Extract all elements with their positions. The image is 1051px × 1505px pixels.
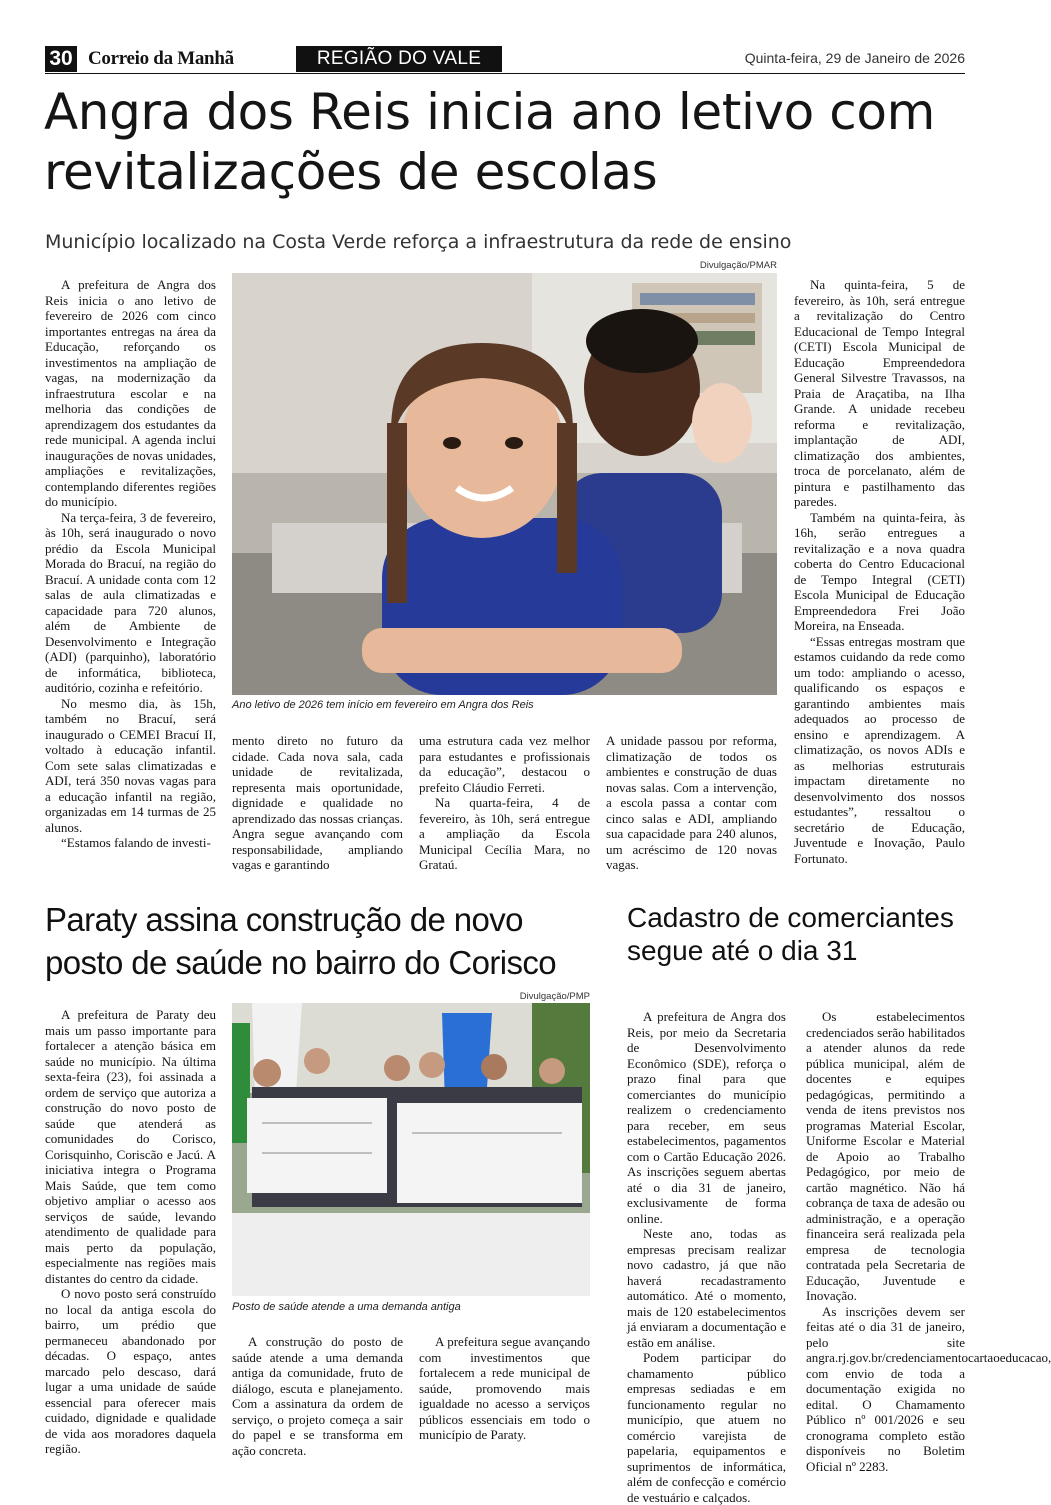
main-subhead: Município localizado na Costa Verde reforça a infraestrutura da rede de ensino (45, 231, 792, 253)
paragraph: Neste ano, todas as empresas precisam realizar novo cadastro, já que não haverá recadastramento automático. Até o momento, mais de 120 estabelecimentos já enviaram a documentação e estão em análise. (627, 1226, 786, 1350)
article1-column-3 (419, 733, 590, 873)
group-photo-illustration (232, 1003, 590, 1296)
issue-date: Quinta-feira, 29 de Janeiro de 2026 (744, 50, 965, 66)
photo-credit: Divulgação/PMP (519, 991, 590, 1002)
photo-caption: Posto de saúde atende a uma demanda antiga (232, 1301, 461, 1313)
paragraph: A prefeitura de Angra dos Reis inicia o ano letivo de fevereiro de 2026 com cinco importantes entregas na área da Educação, reforçando os investimentos na ampliação de vagas, na modernização da infraestrutura escolar e na melhoria das condições de aprendizagem dos estudantes da rede municipal. A agenda inclui inaugurações de novas unidades, ampliações e revitalizações, contemplando diferentes regiões do município. (45, 277, 216, 509)
article1-column-2 (232, 733, 403, 873)
paragraph: A prefeitura de Angra dos Reis, por meio da Secretaria de Desenvolvimento Econômico (SDE), reforça o prazo final para que comerciantes do município realizem o credenciamento para receber, em seus estabelecimentos, pagamentos com o Cartão Educação 2026. As inscrições seguem abertas até o dia 31 de janeiro, exclusivamente de forma online. (627, 1009, 786, 1226)
paragraph: O novo posto será construído no local da antiga escola do bairro, um prédio que permaneceu abandonado por décadas. O espaço, antes marcado pelo descaso, dará lugar a uma unidade de saúde essencial para oferecer mais cuidado, dignidade e qualidade de vida aos moradores daquela região. (45, 1286, 216, 1456)
paragraph: uma estrutura cada vez melhor para estudantes e profissionais da educação”, destacou o prefeito Cláudio Ferreti. (419, 733, 590, 795)
header-rule (45, 73, 965, 74)
paragraph: mento direto no futuro da cidade. Cada nova sala, cada unidade de revitalizada, representa mais oportunidade, dignidade e qualidade no aprendizado das nossas crianças. Angra segue avançando com responsabilidade, ampliando vagas e garantindo (232, 733, 403, 872)
paragraph: Na terça-feira, 3 de fevereiro, às 10h, será inaugurado o novo prédio da Escola Municipal Morada do Bracuí, na região do Bracuí. A unidade conta com 12 salas de aula climatizadas e capacidade para 720 alunos, além de Ambiente de Desenvolvimento e Integração (ADI) (parquinho), laboratório de informática, biblioteca, auditório, cozinha e refeitório. (45, 509, 216, 695)
paragraph: Na quinta-feira, 5 de fevereiro, às 10h, será entregue a revitalização do Centro Educacional de Tempo Integral (CETI) Escola Municipal de Educação Empreendedora General Silvestre Travassos, na Praia de Araçatiba, na Ilha Grande. A unidade recebeu reforma e revitalização, implantação de ADI, climatização dos ambientes, troca de porcelanato, além de pintura e pastilhamento das paredes. (794, 277, 965, 509)
paragraph: A prefeitura de Paraty deu mais um passo importante para fortalecer a atenção básica em saúde no município. Na última sexta-feira (23), foi assinada a ordem de serviço que autoriza a construção do novo posto de saúde que atenderá as comunidades do Corisco, Corisquinho, Coriscão e Jacú. A iniciativa integra o Programa Mais Saúde, que tem como objetivo ampliar o acesso aos serviços de saúde, levando atendimento de qualidade para mais perto da população, especialmente nas regiões mais distantes do centro da cidade. (45, 1007, 216, 1286)
article1-column-4 (606, 733, 777, 873)
article3-column-2 (806, 1009, 1051, 1474)
paragraph: A prefeitura segue avançando com investimentos que fortalecem a rede municipal de saúde, promovendo mais igualdade no acesso a serviços públicos essenciais em todo o município de Paraty. (419, 1334, 590, 1442)
main-headline: Angra dos Reis inicia ano letivo com revitalizações de escolas (44, 83, 935, 201)
paragraph: No mesmo dia, às 15h, também no Bracuí, será inaugurado o CEMEI Bracuí II, voltado à educação infantil. Com sete salas climatizadas e ADI, terá 350 novas vagas para a educação infantil na região, organizadas em 14 turmas de 25 alunos. (45, 695, 216, 835)
paragraph: Os estabelecimentos credenciados serão habilitados a atender alunos da rede pública municipal, além de docentes e equipes pedagógicas, permitindo a venda de itens previstos nos programas Material Escolar, Uniforme Escolar e Material de Apoio ao Trabalho Pedagógico, por meio de cartão magnético. Não há cobrança de taxa de adesão ou administração, e a operação financeira será realizada pela empresa de tecnologia contratada pela Secretaria de Educação, Juventude e Inovação. (806, 1009, 965, 1303)
paragraph: “Estamos falando de investi- (61, 835, 211, 850)
article3-column-1 (627, 1009, 786, 1505)
newspaper-name: Correio da Manhã (88, 48, 234, 69)
article2-column-1 (45, 1007, 216, 1457)
classroom-photo (232, 273, 777, 695)
paragraph: As inscrições devem ser feitas até o dia 31 de janeiro, pelo site angra.rj.gov.br/credenciamentocartaoeducacao, com envio de toda a documentação exigida no edital. O Chamamento Público nº 001/2026 e seu cronograma completo estão disponíveis no Boletim Oficial nº 2283. (806, 1303, 1051, 1474)
students-photo-illustration (232, 273, 777, 695)
paragraph: A construção do posto de saúde atende a uma demanda antiga da comunidade, fruto de diálogo, escuta e planejamento. Com a assinatura da ordem de serviço, o projeto começa a sair do papel e se transforma em ação concreta. (232, 1334, 403, 1458)
article1-column-5 (794, 277, 965, 866)
page-number: 30 (45, 46, 77, 72)
photo-credit: Divulgação/PMAR (699, 260, 777, 271)
article1-column-1 (45, 277, 216, 851)
paragraph: “Essas entregas mostram que estamos cuidando da rede como um todo: ampliando o acesso, qualificando os espaços e garantindo ambientes mais adequados ao processo de ensino e aprendizagem. A climatização, os novos ADIs e as melhorias estruturais impactam diretamente no desenvolvimento dos nossos estudantes”, ressaltou o secretário de Educação, Juventude e Inovação, Paulo Fortunato. (794, 633, 965, 866)
paraty-headline: Paraty assina construção de novo posto de saúde no bairro do Corisco (45, 901, 556, 981)
article2-column-3 (419, 1334, 590, 1443)
paragraph: Também na quinta-feira, às 16h, serão entregues a revitalização e a nova quadra coberta do Centro Educacional de Tempo Integral (CETI) Escola Municipal de Educação Empreendedora Frei João Moreira, na Enseada. (794, 509, 965, 633)
section-banner: REGIÃO DO VALE (296, 46, 502, 72)
signing-photo (232, 1003, 590, 1296)
paragraph: Na quarta-feira, 4 de fevereiro, às 10h, será entregue a ampliação da Escola Municipal Cecília Mara, no Grataú. (419, 795, 590, 872)
paragraph: Podem participar do chamamento público empresas sediadas e em funcionamento regular no município, que atuem no comércio varejista de papelaria, equipamentos e suprimentos de informática, além de confecção e comércio de vestuário e calçados. (627, 1350, 786, 1505)
paragraph: A unidade passou por reforma, climatização de todos os ambientes e construção de duas novas salas. Com a intervenção, a escola passa a contar com cinco salas e ADI, ampliando sua capacidade para 240 alunos, um acréscimo de 120 novas vagas. (606, 733, 777, 872)
cadastro-headline: Cadastro de comerciantes segue até o dia 31 (627, 902, 954, 966)
photo-caption: Ano letivo de 2026 tem início em fevereiro em Angra dos Reis (232, 699, 534, 711)
article2-column-2 (232, 1334, 403, 1458)
